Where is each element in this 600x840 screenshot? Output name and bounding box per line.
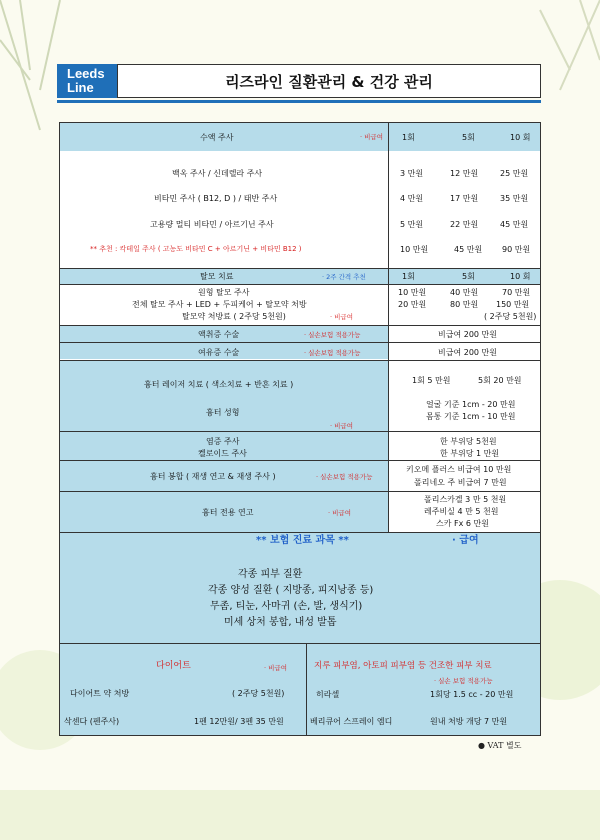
axilla-name: 액취증 수술 <box>198 330 240 339</box>
diet-price: ( 2주당 5천원) <box>232 689 285 698</box>
iv-price: 12 만원 <box>450 169 479 178</box>
diet-row: 다이어트 약 처방 <box>70 689 130 698</box>
iv-price: 90 만원 <box>502 245 531 254</box>
hair-col-1: 1회 <box>402 272 415 281</box>
hair-line3: 탈모약 처방료 ( 2주당 5천원) <box>182 312 286 321</box>
iv-row-name: 고용량 멀티 비타민 / 아르기닌 주사 <box>150 220 274 229</box>
iv-price: 17 만원 <box>450 194 479 203</box>
vat-note: ● VAT 별도 <box>478 741 522 750</box>
leeds-line-logo: Leeds Line <box>57 64 117 98</box>
derm-price: 1회당 1.5 cc - 20 만원 <box>430 690 514 699</box>
iv-col-1: 1회 <box>402 133 415 142</box>
divider <box>60 284 540 285</box>
ointment-badge: · 비급여 <box>328 509 351 517</box>
diet-row: 삭센다 (펜주사) <box>64 717 120 726</box>
scar-price: 1회 5 만원 <box>412 376 451 385</box>
scar-plastic: 흉터 성형 <box>206 408 240 417</box>
scar-price: 얼굴 기준 1cm - 20 만원 <box>426 400 516 409</box>
scar-price: 5회 20 만원 <box>478 376 522 385</box>
scar-laser: 흉터 레이저 치료 ( 색소치료 + 반흔 치료 ) <box>144 380 294 389</box>
iv-title: 수액 주사 <box>200 133 234 142</box>
diet-title: 다이어트 <box>156 661 191 671</box>
axilla-badge: · 실손보험 적용가능 <box>304 331 361 339</box>
iv-price: 35 만원 <box>500 194 529 203</box>
derm-row: 베리큐어 스프레이 엠디 <box>310 717 393 726</box>
hair-title: 탈모 치료 <box>200 272 234 281</box>
hair-badge: · 2주 간격 추천 <box>322 273 366 281</box>
scar-price: 몸통 기준 1cm - 10 만원 <box>426 412 516 421</box>
hair-price: 80 만원 <box>450 300 479 309</box>
scar-badge: · 비급여 <box>330 422 353 430</box>
inject-price: 한 부위당 5천원 <box>440 437 497 446</box>
hair-col-5: 5회 <box>462 272 475 281</box>
page-title: 리즈라인 질환관리 & 건강 관리 <box>117 64 541 98</box>
ointment-price: 스카 Fx 6 만원 <box>436 519 489 528</box>
iv-row-name: 백옥 주사 / 신데렐라 주사 <box>172 169 263 178</box>
derm-title: 지루 피부염, 아토피 피부염 등 건조한 피부 치료 <box>314 661 492 671</box>
suture-price: 폴리네오 주 비급여 7 만원 <box>414 478 507 487</box>
iv-price: 45 만원 <box>454 245 483 254</box>
hair-price: 20 만원 <box>398 300 427 309</box>
insurance-item: 미세 상처 봉합, 내성 발톱 <box>224 617 337 628</box>
suture-price: 키오메 플러스 비급여 10 만원 <box>406 465 512 474</box>
iv-price: 10 만원 <box>400 245 429 254</box>
hair-price: 40 만원 <box>450 288 479 297</box>
hair-price: ( 2주당 5천원) <box>484 312 537 321</box>
insurance-item: 각종 피부 질환 <box>238 569 303 580</box>
title-underline <box>57 100 541 103</box>
iv-col-10: 10 회 <box>510 133 531 142</box>
hair-price: 70 만원 <box>502 288 531 297</box>
inject-price: 한 부위당 1 만원 <box>440 449 500 458</box>
hyper-price: 비급여 200 만원 <box>438 348 497 357</box>
insurance-title2: · 급여 <box>452 535 479 546</box>
iv-price: 5 만원 <box>400 220 424 229</box>
hyper-badge: · 실손보험 적용가능 <box>304 349 361 357</box>
hair-badge2: · 비급여 <box>330 313 353 321</box>
column-divider <box>306 644 307 735</box>
iv-price: 4 만원 <box>400 194 424 203</box>
derm-price: 원내 처방 개당 7 만원 <box>430 717 508 726</box>
iv-price: 22 만원 <box>450 220 479 229</box>
hair-price: 150 만원 <box>496 300 530 309</box>
ointment-name: 흉터 전용 연고 <box>202 508 254 517</box>
iv-row-name: 비타민 주사 ( B12, D ) / 태반 주사 <box>154 194 278 203</box>
iv-recommend: ** 추천 : 칵테일 주사 ( 고농도 비타민 C + 아르기닌 + 비타민 B12 ) <box>90 245 302 253</box>
insurance-title: ** 보험 진료 과목 ** <box>256 535 349 546</box>
column-divider <box>388 123 389 532</box>
hair-col-10: 10 회 <box>510 272 531 281</box>
inject-name: 염증 주사 <box>206 437 240 446</box>
derm-badge: · 실손 보험 적용가능 <box>434 677 493 685</box>
derm-row: 히라셀 <box>316 690 340 699</box>
ointment-price: 레주비실 4 만 5 천원 <box>424 507 499 516</box>
diet-badge: · 비급여 <box>264 664 287 672</box>
diet-price: 1펜 12만원/ 3펜 35 만원 <box>194 717 284 726</box>
axilla-price: 비급여 200 만원 <box>438 330 497 339</box>
insurance-item: 각종 양성 질환 ( 지방종, 피지낭종 등) <box>208 585 374 596</box>
price-sheet <box>59 122 541 736</box>
suture-badge: · 실손보험 적용가능 <box>316 473 373 481</box>
iv-price: 45 만원 <box>500 220 529 229</box>
hyper-name: 여유증 수술 <box>198 348 240 357</box>
insurance-item: 무좀, 티눈, 사마귀 (손, 발, 생식기) <box>210 601 363 612</box>
iv-col-5: 5회 <box>462 133 475 142</box>
iv-price: 3 만원 <box>400 169 424 178</box>
ointment-price: 폴리스카겔 3 만 5 천원 <box>424 495 507 504</box>
hair-line1: 원형 탈모 주사 <box>198 288 250 297</box>
hair-price: 10 만원 <box>398 288 427 297</box>
inject-name: 켈로이드 주사 <box>198 449 247 458</box>
hair-line2: 전체 탈모 주사 + LED + 두피케어 + 탈모약 처방 <box>132 300 307 309</box>
suture-name: 흉터 봉합 ( 재생 연고 & 재생 주사 ) <box>150 472 276 481</box>
iv-price: 25 만원 <box>500 169 529 178</box>
iv-badge: · 비급여 <box>360 133 383 141</box>
